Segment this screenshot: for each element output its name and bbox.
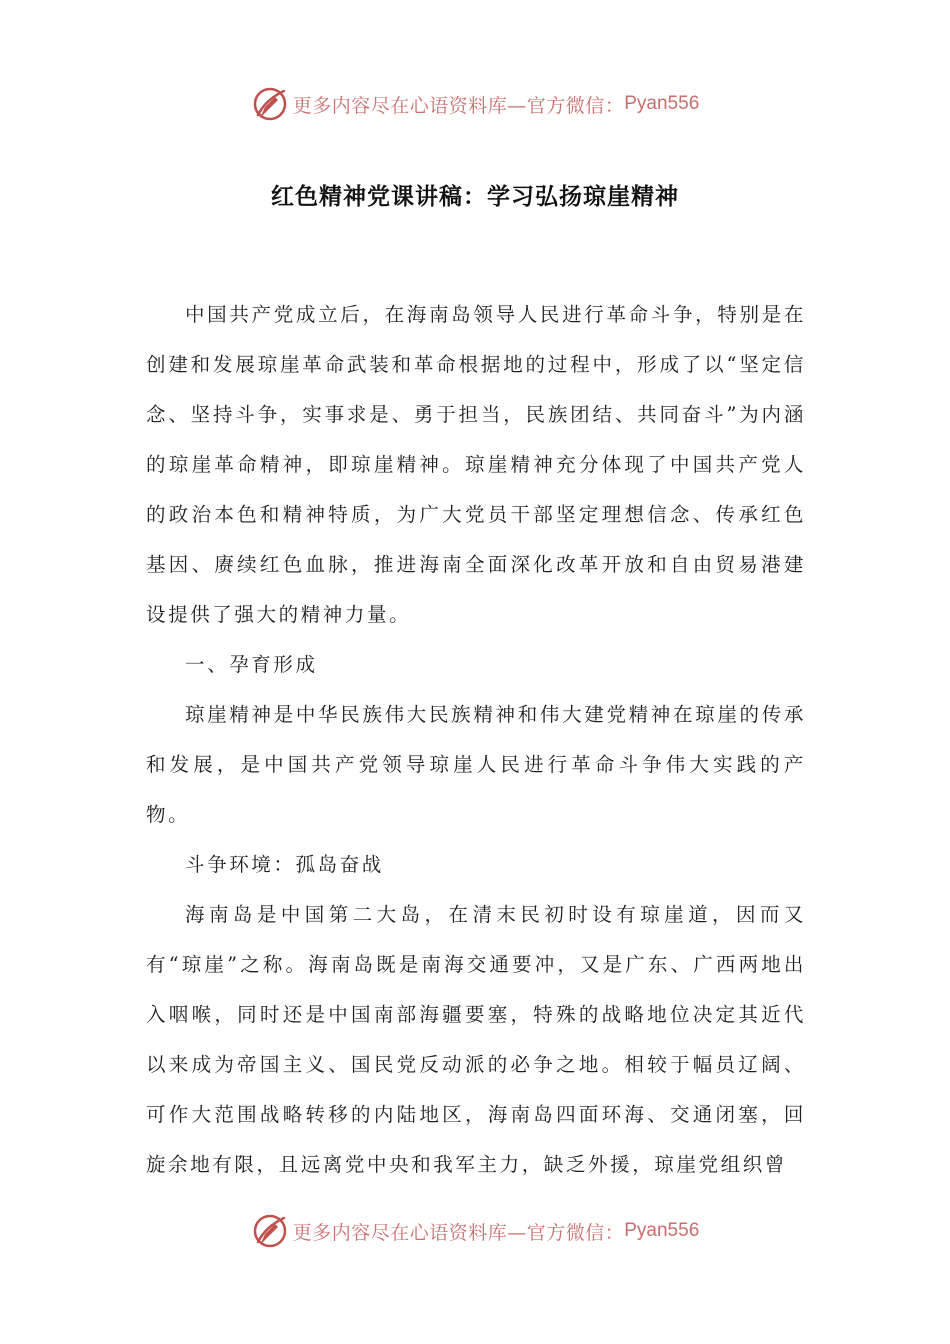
document-title: 红色精神党课讲稿：学习弘扬琼崖精神 [271,184,679,210]
section-heading: 一、孕育形成 [185,653,318,676]
paragraph-intro: 中国共产党成立后，在海南岛领导人民进行革命斗争，特别是在创建和发展琼崖革命武装和革命根据地的过程中，形成了以“坚定信念、坚持斗争，实事求是、勇于担当，民族团结、共同奋斗”为内涵的琼崖革命精神，即琼崖精神。琼崖精神充分体现了中国共产党人的政治本色和精神特质，为广大党员干部坚定理想信念、传承红色基因、赓续红色血脉，推进海南全面深化改革开放和自由贸易港建设提供了强大的精神力量。 [146,303,806,626]
document-body [146,290,806,1190]
subsection-heading: 斗争环境：孤岛奋战 [185,853,384,876]
footer-banner [0,1209,950,1253]
wechat-id: Pyan556 [624,93,700,114]
header-banner [0,82,950,126]
pen-logo-icon [251,85,289,123]
wechat-id: Pyan556 [624,1220,700,1241]
promo-text: 更多内容尽在心语资料库—官方微信： [292,94,625,117]
pen-logo-icon [251,1212,289,1250]
paragraph-origin: 琼崖精神是中华民族伟大民族精神和伟大建党精神在琼崖的传承和发展，是中国共产党领导琼崖人民进行革命斗争伟大实践的产物。 [146,703,806,826]
paragraph-environment: 海南岛是中国第二大岛，在清末民初时设有琼崖道，因而又有“琼崖”之称。海南岛既是南海交通要冲，又是广东、广西两地出入咽喉，同时还是中国南部海疆要塞，特殊的战略地位决定其近代以来成为帝国主义、国民党反动派的必争之地。相较于幅员辽阔、可作大范围战略转移的内陆地区，海南岛四面环海、交通闭塞，回旋余地有限，且远离党中央和我军主力，缺乏外援，琼崖党组织曾 [146,903,806,1176]
promo-text: 更多内容尽在心语资料库—官方微信： [292,1221,625,1244]
